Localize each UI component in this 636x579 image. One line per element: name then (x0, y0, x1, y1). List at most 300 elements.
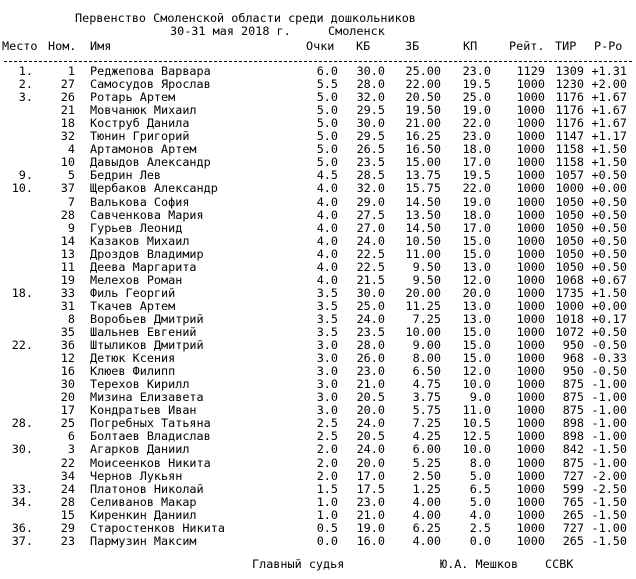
cell-tir: 950 (562, 364, 584, 379)
cell-name: Кондратьев Иван (90, 403, 197, 418)
cell-zb: 2.50 (412, 468, 441, 483)
cell-points: 1.5 (316, 481, 338, 496)
cell-rro: +1.31 (591, 64, 627, 78)
cell-zb: 1.25 (412, 481, 441, 496)
cell-kp: 10.0 (462, 377, 491, 392)
cell-points: 3.0 (316, 403, 338, 418)
cell-points: 5.0 (316, 155, 338, 170)
cell-place: 18. (11, 285, 33, 300)
cell-points: 2.0 (316, 468, 338, 483)
cell-points: 5.5 (316, 77, 338, 92)
cell-kp: 18.0 (462, 142, 491, 157)
cell-tir: 1068 (555, 272, 584, 287)
table-header (0, 40, 636, 53)
cell-name: Деева Маргарита (90, 259, 197, 274)
cell-points: 3.0 (316, 390, 338, 405)
cell-kb: 25.0 (356, 298, 385, 313)
cell-rating: 1000 (516, 77, 545, 92)
cell-name: Давыдов Александр (90, 155, 211, 170)
cell-rating: 1000 (516, 520, 545, 535)
cell-tir: 1176 (555, 116, 584, 131)
cell-rro: -1.50 (591, 507, 627, 522)
cell-number: 29 (60, 520, 75, 535)
cell-points: 5.0 (316, 116, 338, 131)
cell-tir: 727 (562, 520, 584, 535)
cell-name: Детюк Ксения (90, 351, 176, 366)
cell-place: 33. (11, 481, 33, 496)
table-row (0, 378, 636, 391)
cell-name: Мелехов Роман (90, 272, 183, 287)
cell-rro: -1.00 (591, 429, 627, 444)
cell-rro: +0.50 (591, 246, 627, 261)
cell-kb: 30.0 (356, 116, 385, 131)
cell-rro: +0.50 (591, 325, 627, 339)
cell-points: 4.0 (316, 220, 338, 235)
cell-kb: 20.0 (356, 403, 385, 418)
cell-rro: +0.00 (591, 298, 627, 313)
cell-tir: 1000 (555, 181, 584, 196)
cell-tir: 875 (562, 390, 584, 405)
cell-kb: 29.5 (356, 129, 385, 144)
cell-number: 15 (60, 507, 75, 522)
cell-rro: -1.00 (591, 520, 627, 535)
cell-zb: 4.00 (412, 494, 441, 509)
cell-tir: 875 (562, 455, 584, 470)
cell-name: Артамонов Артем (90, 142, 197, 157)
cell-name: Казаков Михаил (90, 233, 190, 248)
cell-number: 37 (60, 181, 75, 196)
cell-zb: 20.50 (405, 90, 441, 105)
cell-tir: 898 (562, 416, 584, 431)
cell-zb: 6.25 (412, 520, 441, 535)
cell-zb: 14.50 (405, 220, 441, 235)
cell-rating: 1000 (516, 298, 545, 313)
table-row (0, 222, 636, 235)
cell-zb: 11.25 (405, 298, 441, 313)
cell-kp: 10.5 (462, 416, 491, 431)
cell-zb: 13.75 (405, 168, 441, 183)
cell-zb: 9.50 (412, 259, 441, 274)
table-row (0, 143, 636, 156)
cell-rro: +1.67 (591, 103, 627, 118)
cell-kp: 10.0 (462, 442, 491, 457)
cell-rro: -2.50 (591, 481, 627, 496)
cell-points: 3.5 (316, 285, 338, 300)
cell-kb: 23.5 (356, 155, 385, 170)
cell-kp: 13.0 (462, 311, 491, 326)
cell-number: 23 (60, 533, 75, 548)
cell-rating: 1129 (516, 64, 545, 78)
cell-zb: 15.75 (405, 181, 441, 196)
table-row (0, 404, 636, 417)
cell-place: 28. (11, 416, 33, 431)
table-row (0, 339, 636, 352)
cell-zb: 7.25 (412, 416, 441, 431)
cell-tir: 1147 (555, 129, 584, 144)
cell-kp: 22.0 (462, 116, 491, 131)
cell-number: 7 (67, 194, 75, 209)
cell-points: 2.5 (316, 416, 338, 431)
table-row (0, 91, 636, 104)
cell-rro: +0.50 (591, 259, 627, 274)
cell-rro: -1.50 (591, 494, 627, 509)
table-row (0, 352, 636, 365)
cell-number: 22 (60, 455, 75, 470)
cell-tir: 968 (562, 351, 584, 366)
cell-kp: 6.5 (469, 481, 491, 496)
cell-points: 3.0 (316, 338, 338, 353)
cell-kb: 20.5 (356, 429, 385, 444)
cell-zb: 4.25 (412, 429, 441, 444)
cell-name: Киренкин Даниил (90, 507, 197, 522)
cell-rating: 1000 (516, 481, 545, 496)
cell-rating: 1000 (516, 272, 545, 287)
cell-number: 35 (60, 325, 75, 339)
cell-number: 32 (60, 129, 75, 144)
cell-name: Агарков Даниил (90, 442, 190, 457)
cell-kp: 15.0 (462, 325, 491, 339)
cell-name: Платонов Николай (90, 481, 204, 496)
cell-number: 12 (60, 351, 75, 366)
cell-kb: 19.0 (356, 520, 385, 535)
table-row (0, 287, 636, 300)
table-row (0, 313, 636, 326)
cell-kb: 24.0 (356, 233, 385, 248)
cell-rating: 1000 (516, 494, 545, 509)
cell-kb: 32.0 (356, 90, 385, 105)
cell-tir: 898 (562, 429, 584, 444)
cell-rro: +0.17 (591, 311, 627, 326)
cell-kp: 12.0 (462, 364, 491, 379)
cell-points: 3.0 (316, 351, 338, 366)
cell-kp: 15.0 (462, 351, 491, 366)
cell-kp: 5.0 (469, 468, 491, 483)
header-rro: Р-Ро (594, 39, 623, 53)
table-row (0, 104, 636, 117)
cell-zb: 6.00 (412, 442, 441, 457)
table-row (0, 169, 636, 182)
cell-rating: 1000 (516, 311, 545, 326)
cell-kb: 30.0 (356, 64, 385, 78)
cell-points: 4.0 (316, 272, 338, 287)
cell-number: 3 (67, 442, 75, 457)
cell-rro: +0.67 (591, 272, 627, 287)
cell-kb: 17.0 (356, 468, 385, 483)
cell-rro: -1.50 (591, 533, 627, 548)
cell-tir: 1158 (555, 155, 584, 170)
header-zb: ЗБ (405, 39, 420, 53)
cell-place: 10. (11, 181, 33, 196)
cell-number: 8 (67, 311, 75, 326)
cell-name: Болтаев Владислав (90, 429, 211, 444)
cell-number: 14 (60, 233, 75, 248)
cell-rro: +1.67 (591, 90, 627, 105)
cell-kp: 4.0 (469, 507, 491, 522)
cell-name: Штыликов Дмитрий (90, 338, 204, 353)
cell-points: 4.0 (316, 233, 338, 248)
cell-number: 28 (60, 207, 75, 222)
table-row (0, 443, 636, 456)
cell-kp: 17.0 (462, 220, 491, 235)
cell-rating: 1000 (516, 325, 545, 339)
cell-rating: 1000 (516, 285, 545, 300)
cell-zb: 16.25 (405, 129, 441, 144)
cell-rating: 1000 (516, 116, 545, 131)
cell-zb: 11.00 (405, 246, 441, 261)
header-rating: Рейт. (509, 39, 545, 53)
cell-rro: +1.67 (591, 116, 627, 131)
table-row (0, 326, 636, 339)
cell-points: 4.5 (316, 168, 338, 183)
cell-zb: 10.50 (405, 233, 441, 248)
header-points: Очки (306, 39, 335, 53)
cell-place: 1. (18, 64, 33, 78)
cell-rro: +1.50 (591, 155, 627, 170)
cell-name: Пармузин Максим (90, 533, 197, 548)
cell-points: 6.0 (316, 64, 338, 78)
table-row (0, 209, 636, 222)
cell-name: Реджепова Варвара (90, 64, 211, 78)
cell-zb: 7.25 (412, 311, 441, 326)
cell-kp: 5.0 (469, 494, 491, 509)
cell-points: 5.0 (316, 129, 338, 144)
header-place: Место (2, 39, 38, 53)
cell-rro: +1.17 (591, 129, 627, 144)
cell-zb: 4.75 (412, 377, 441, 392)
cell-place: 30. (11, 442, 33, 457)
cell-name: Самосудов Ярослав (90, 77, 211, 92)
cell-name: Мовчанюк Михаил (90, 103, 197, 118)
cell-points: 5.0 (316, 103, 338, 118)
cell-rro: +2.00 (591, 77, 627, 92)
cell-kp: 22.0 (462, 181, 491, 196)
cell-rro: -1.00 (591, 403, 627, 418)
cell-tir: 265 (562, 507, 584, 522)
cell-number: 18 (60, 116, 75, 131)
cell-number: 24 (60, 481, 75, 496)
cell-points: 1.0 (316, 494, 338, 509)
document-title: Первенство Смоленской области среди дошкольников (75, 11, 416, 25)
cell-rro: -0.50 (591, 338, 627, 353)
cell-kb: 27.5 (356, 207, 385, 222)
table-row (0, 130, 636, 143)
cell-points: 4.0 (316, 259, 338, 274)
cell-rro: +0.50 (591, 220, 627, 235)
cell-points: 2.0 (316, 455, 338, 470)
cell-rro: +0.00 (591, 181, 627, 196)
cell-points: 3.5 (316, 298, 338, 313)
cell-tir: 1230 (555, 77, 584, 92)
table-row (0, 235, 636, 248)
cell-rro: +0.50 (591, 233, 627, 248)
cell-zb: 22.00 (405, 77, 441, 92)
cell-number: 20 (60, 390, 75, 405)
cell-tir: 950 (562, 338, 584, 353)
cell-zb: 9.50 (412, 272, 441, 287)
header-kb: КБ (356, 39, 371, 53)
cell-kp: 8.0 (469, 455, 491, 470)
cell-zb: 13.50 (405, 207, 441, 222)
cell-name: Моисеенков Никита (90, 455, 211, 470)
cell-points: 3.0 (316, 364, 338, 379)
cell-number: 26 (60, 90, 75, 105)
cell-zb: 25.00 (405, 64, 441, 78)
cell-rating: 1000 (516, 377, 545, 392)
header-divider (4, 61, 632, 62)
cell-kp: 19.0 (462, 103, 491, 118)
cell-points: 4.0 (316, 194, 338, 209)
cell-name: Бедрин Лев (90, 168, 162, 183)
header-tir: ТИР (555, 39, 577, 53)
header-kp: КП (463, 39, 478, 53)
table-row (0, 248, 636, 261)
cell-kp: 15.0 (462, 246, 491, 261)
cell-tir: 1000 (555, 298, 584, 313)
cell-zb: 20.00 (405, 285, 441, 300)
cell-number: 9 (67, 220, 75, 235)
cell-rro: -1.00 (591, 377, 627, 392)
cell-tir: 1176 (555, 103, 584, 118)
cell-rating: 1000 (516, 103, 545, 118)
cell-name: Ротарь Артем (90, 90, 176, 105)
cell-number: 5 (67, 168, 75, 183)
cell-points: 4.0 (316, 207, 338, 222)
cell-name: Валькова София (90, 194, 190, 209)
table-row (0, 391, 636, 404)
cell-rating: 1000 (516, 416, 545, 431)
cell-zb: 10.00 (405, 325, 441, 339)
cell-rating: 1000 (516, 390, 545, 405)
cell-rro: +0.50 (591, 168, 627, 183)
cell-kp: 23.0 (462, 129, 491, 144)
cell-place: 22. (11, 338, 33, 353)
cell-number: 16 (60, 364, 75, 379)
cell-points: 0.0 (316, 533, 338, 548)
table-row (0, 65, 636, 78)
cell-kb: 20.0 (356, 455, 385, 470)
cell-points: 3.5 (316, 325, 338, 339)
cell-place: 36. (11, 520, 33, 535)
cell-rro: -2.00 (591, 468, 627, 483)
cell-zb: 14.50 (405, 194, 441, 209)
cell-rro: -0.33 (591, 351, 627, 366)
cell-rating: 1000 (516, 351, 545, 366)
cell-kp: 11.0 (462, 403, 491, 418)
cell-rro: -1.00 (591, 455, 627, 470)
cell-kp: 25.0 (462, 90, 491, 105)
cell-rating: 1000 (516, 142, 545, 157)
cell-tir: 727 (562, 468, 584, 483)
cell-number: 34 (60, 468, 75, 483)
cell-zb: 6.50 (412, 364, 441, 379)
cell-kp: 18.0 (462, 207, 491, 222)
cell-rro: -1.50 (591, 442, 627, 457)
cell-kb: 27.0 (356, 220, 385, 235)
cell-tir: 265 (562, 533, 584, 548)
cell-rating: 1000 (516, 507, 545, 522)
cell-rating: 1000 (516, 233, 545, 248)
judge-name: Ю.А. Мешков (440, 557, 519, 571)
cell-kb: 22.5 (356, 246, 385, 261)
cell-rating: 1000 (516, 194, 545, 209)
cell-kb: 28.5 (356, 168, 385, 183)
cell-name: Дроздов Владимир (90, 246, 204, 261)
cell-kp: 12.0 (462, 272, 491, 287)
cell-name: Клюев Филипп (90, 364, 176, 379)
document-date: 30-31 мая 2018 г. (170, 24, 291, 38)
cell-rating: 1000 (516, 468, 545, 483)
cell-number: 1 (67, 64, 75, 78)
cell-tir: 1050 (555, 207, 584, 222)
cell-points: 3.0 (316, 377, 338, 392)
cell-kp: 2.5 (469, 520, 491, 535)
cell-kb: 24.0 (356, 416, 385, 431)
cell-kp: 23.0 (462, 64, 491, 78)
cell-kp: 19.5 (462, 168, 491, 183)
table-row (0, 117, 636, 130)
cell-name: Гурьев Леонид (90, 220, 183, 235)
cell-points: 3.5 (316, 311, 338, 326)
cell-zb: 3.75 (412, 390, 441, 405)
table-row (0, 261, 636, 274)
cell-number: 33 (60, 285, 75, 300)
cell-tir: 1735 (555, 285, 584, 300)
table-row (0, 483, 636, 496)
cell-zb: 5.75 (412, 403, 441, 418)
cell-tir: 842 (562, 442, 584, 457)
cell-number: 10 (60, 155, 75, 170)
cell-rating: 1000 (516, 533, 545, 548)
cell-name: Коструб Данила (90, 116, 190, 131)
cell-kb: 17.5 (356, 481, 385, 496)
cell-place: 9. (18, 168, 33, 183)
cell-number: 27 (60, 77, 75, 92)
header-name: Имя (90, 39, 112, 53)
cell-name: Селиванов Макар (90, 494, 197, 509)
cell-name: Шальнев Евгений (90, 325, 197, 339)
table-row (0, 300, 636, 313)
cell-zb: 8.00 (412, 351, 441, 366)
table-row (0, 365, 636, 378)
cell-kp: 19.5 (462, 77, 491, 92)
cell-kb: 26.0 (356, 351, 385, 366)
cell-tir: 1309 (555, 64, 584, 78)
cell-rating: 1000 (516, 364, 545, 379)
cell-zb: 15.00 (405, 155, 441, 170)
cell-kp: 13.0 (462, 298, 491, 313)
cell-rro: +1.50 (591, 285, 627, 300)
cell-kp: 15.0 (462, 338, 491, 353)
cell-rating: 1000 (516, 155, 545, 170)
cell-number: 6 (67, 429, 75, 444)
cell-zb: 4.00 (412, 507, 441, 522)
cell-kp: 15.0 (462, 233, 491, 248)
cell-tir: 1050 (555, 246, 584, 261)
cell-name: Ткачев Артем (90, 298, 176, 313)
judge-label: Главный судья (252, 557, 345, 571)
table-row (0, 535, 636, 548)
cell-number: 17 (60, 403, 75, 418)
cell-tir: 1072 (555, 325, 584, 339)
cell-kp: 12.5 (462, 429, 491, 444)
cell-tir: 1050 (555, 233, 584, 248)
cell-tir: 765 (562, 494, 584, 509)
cell-kb: 23.5 (356, 325, 385, 339)
cell-points: 2.0 (316, 442, 338, 457)
cell-rating: 1000 (516, 455, 545, 470)
cell-tir: 599 (562, 481, 584, 496)
cell-name: Воробьев Дмитрий (90, 311, 204, 326)
